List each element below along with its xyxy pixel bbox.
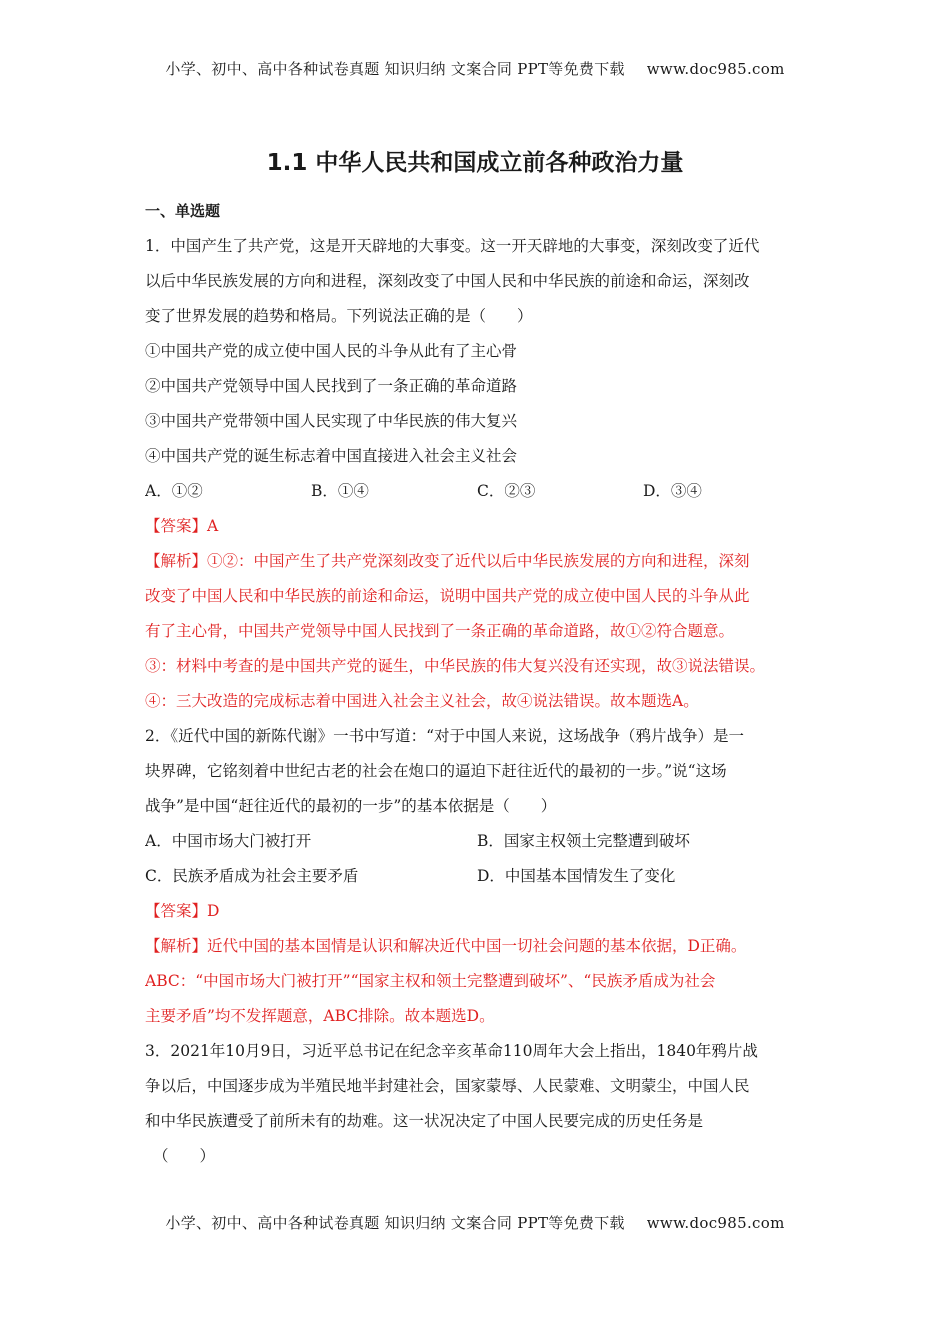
- option-c: C．②③: [477, 482, 536, 500]
- option-a: A．中国市场大门被打开: [145, 832, 312, 850]
- statement-item: ②中国共产党领导中国人民找到了一条正确的革命道路: [145, 377, 518, 395]
- option-c: C．民族矛盾成为社会主要矛盾: [145, 867, 359, 885]
- option-b: B．国家主权领土完整遭到破坏: [477, 832, 690, 850]
- question-stem-line: 1．中国产生了共产党，这是开天辟地的大事变。这一开天辟地的大事变，深刻改变了近代: [145, 237, 760, 255]
- analysis-line: 【解析】近代中国的基本国情是认识和解决近代中国一切社会问题的基本依据，D正确。: [145, 937, 747, 955]
- question-1: [145, 232, 809, 722]
- question-stem-line: 以后中华民族发展的方向和进程，深刻改变了中国人民和中华民族的前途和命运，深刻改: [145, 272, 750, 290]
- option-a: A．①②: [145, 482, 203, 500]
- option-d: D．中国基本国情发生了变化: [477, 867, 676, 885]
- answer-key: 【答案】D: [145, 902, 220, 920]
- header-text: 小学、初中、高中各种试卷真题 知识归纳 文案合同 PPT等免费下载: [165, 60, 625, 78]
- statement-item: ③中国共产党带领中国人民实现了中华民族的伟大复兴: [145, 412, 518, 430]
- analysis-line: 改变了中国人民和中华民族的前途和命运，说明中国共产党的成立使中国人民的斗争从此: [145, 587, 750, 605]
- answer-options: [145, 827, 809, 862]
- analysis-line: 有了主心骨，中国共产党领导中国人民找到了一条正确的革命道路，故①②符合题意。: [145, 622, 735, 640]
- question-stem-line: 争以后，中国逐步成为半殖民地半封建社会，国家蒙辱、人民蒙难、文明蒙尘，中国人民: [145, 1077, 750, 1095]
- analysis-line: ④：三大改造的完成标志着中国进入社会主义社会，故④说法错误。故本题选A。: [145, 692, 699, 710]
- question-stem-line: 块界碑，它铭刻着中世纪古老的社会在炮口的逼迫下赶往近代的最初的一步。”说“这场: [145, 762, 727, 780]
- section-heading: 一、单选题: [145, 202, 221, 220]
- footer-text: 小学、初中、高中各种试卷真题 知识归纳 文案合同 PPT等免费下载: [165, 1214, 625, 1232]
- question-stem-line: 战争”是中国“赶往近代的最初的一步”的基本依据是（ ）: [145, 797, 557, 815]
- question-stem-line: （ ）: [153, 1147, 216, 1165]
- footer-url[interactable]: www.doc985.com: [646, 1214, 785, 1232]
- analysis-line: ③：材料中考查的是中国共产党的诞生，中华民族的伟大复兴没有还实现，故③说法错误。: [145, 657, 766, 675]
- header-url[interactable]: www.doc985.com: [646, 60, 785, 78]
- question-stem-line: 变了世界发展的趋势和格局。下列说法正确的是（ ）: [145, 307, 533, 325]
- option-d: D．③④: [643, 482, 702, 500]
- analysis-line: 主要矛盾”均不发挥题意，ABC排除。故本题选D。: [145, 1007, 495, 1025]
- question-2: [145, 722, 809, 1037]
- analysis-line: ABC：“中国市场大门被打开”“国家主权和领土完整遭到破坏”、“民族矛盾成为社会: [145, 972, 716, 990]
- page-header: [0, 58, 950, 79]
- statement-item: ①中国共产党的成立使中国人民的斗争从此有了主心骨: [145, 342, 518, 360]
- question-stem-line: 3．2021年10月9日，习近平总书记在纪念辛亥革命110周年大会上指出，1840年鸦片战: [145, 1042, 758, 1060]
- analysis-line: 【解析】①②：中国产生了共产党深刻改变了近代以后中华民族发展的方向和进程，深刻: [145, 552, 750, 570]
- page-title: 1.1 中华人民共和国成立前各种政治力量: [266, 150, 684, 176]
- question-3: [145, 1037, 809, 1177]
- statement-item: ④中国共产党的诞生标志着中国直接进入社会主义社会: [145, 447, 518, 465]
- question-list: [145, 232, 809, 1177]
- question-stem-line: 和中华民族遭受了前所未有的劫难。这一状况决定了中国人民要完成的历史任务是: [145, 1112, 704, 1130]
- answer-options: [145, 862, 809, 897]
- page-footer: [0, 1212, 950, 1233]
- option-b: B．①④: [311, 482, 369, 500]
- answer-options: [145, 477, 809, 512]
- answer-key: 【答案】A: [145, 517, 219, 535]
- question-stem-line: 2．《近代中国的新陈代谢》一书中写道：“对于中国人来说，这场战争（鸦片战争）是一: [145, 727, 745, 745]
